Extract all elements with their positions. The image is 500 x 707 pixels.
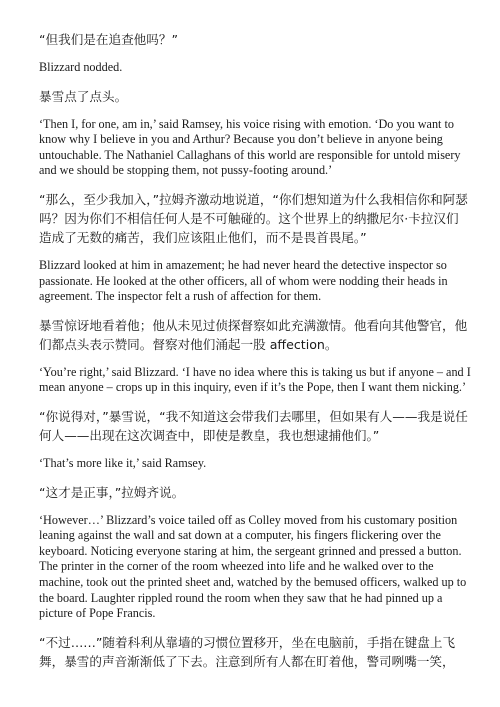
paragraph-en: ‘That’s more like it,’ said Ramsey. bbox=[39, 455, 207, 470]
document-page bbox=[39, 30, 471, 682]
paragraph-zh: “但我们是在追查他吗？” bbox=[39, 32, 178, 47]
paragraph-zh: “不过……”随着科利从靠墙的习惯位置移开，坐在电脑前，手指在键盘上飞舞，暴雪的声音渐渐低了下去。注意到所有人都在盯着他，警司咧嘴一笑， bbox=[39, 634, 456, 669]
paragraph-en: Blizzard nodded. bbox=[39, 60, 123, 74]
paragraph-zh: “你说得对，”暴雪说，“我不知道这会带我们去哪里，但如果有人——我是说任何人——出现在这次调查中，即使是教皇，我也想逮捕他们。” bbox=[39, 408, 468, 443]
paragraph-zh: 暴雪惊讶地看着他；他从未见过侦探督察如此充满激情。他看向其他警官，他们都点头表示赞同。督察对他们涌起一股 affection。 bbox=[39, 317, 468, 352]
paragraph-zh: 暴雪点了点头。 bbox=[39, 88, 128, 104]
paragraph-en: ‘However…’ Blizzard’s voice tailed off as Colley moved from his customary position leaning against the wall and sat down at a computer, his fingers flickering over the keyboard. Noticing everyone staring at him, the sergeant grinned and pressed a button. The printer in the corner of the room wheezed into life and he walked over to the machine, took out the printed sheet and, watched by the bemused officers, walked up to the board. Laughter rippled round the room when they saw that he had pinned up a picture of Pope Francis. bbox=[39, 512, 467, 621]
paragraph-zh: “那么，至少我加入，”拉姆齐激动地说道，“你们想知道为什么我相信你和阿瑟吗？因为你们不相信任何人是不可触碰的。这个世界上的纳撒尼尔·卡拉汉们造成了无数的痛苦，我们应该阻止他们，而不是畏首畏尾。” bbox=[39, 191, 468, 245]
paragraph-zh: “这才是正事，”拉姆齐说。 bbox=[39, 484, 185, 500]
paragraph-en: Blizzard looked at him in amazement; he had never heard the detective inspector so passionate. He looked at the other officers, all of whom were nodding their heads in agreement. The inspector felt a rush of affection for them. bbox=[39, 257, 448, 304]
paragraph-en: ‘You’re right,’ said Blizzard. ‘I have no idea where this is taking us but if anyone – and I mean anyone – crops up in this inquiry, even if it’s the Pope, then I want them nicking.’ bbox=[39, 364, 471, 395]
paragraph-en: ‘Then I, for one, am in,’ said Ramsey, his voice rising with emotion. ‘Do you want to know why I believe in you and Arthur? Because you don’t believe in anyone being untouchable. The Nathaniel Callaghans of this world are responsible for untold misery and we should be stopping them, not pussy-footing around.’ bbox=[39, 116, 461, 178]
